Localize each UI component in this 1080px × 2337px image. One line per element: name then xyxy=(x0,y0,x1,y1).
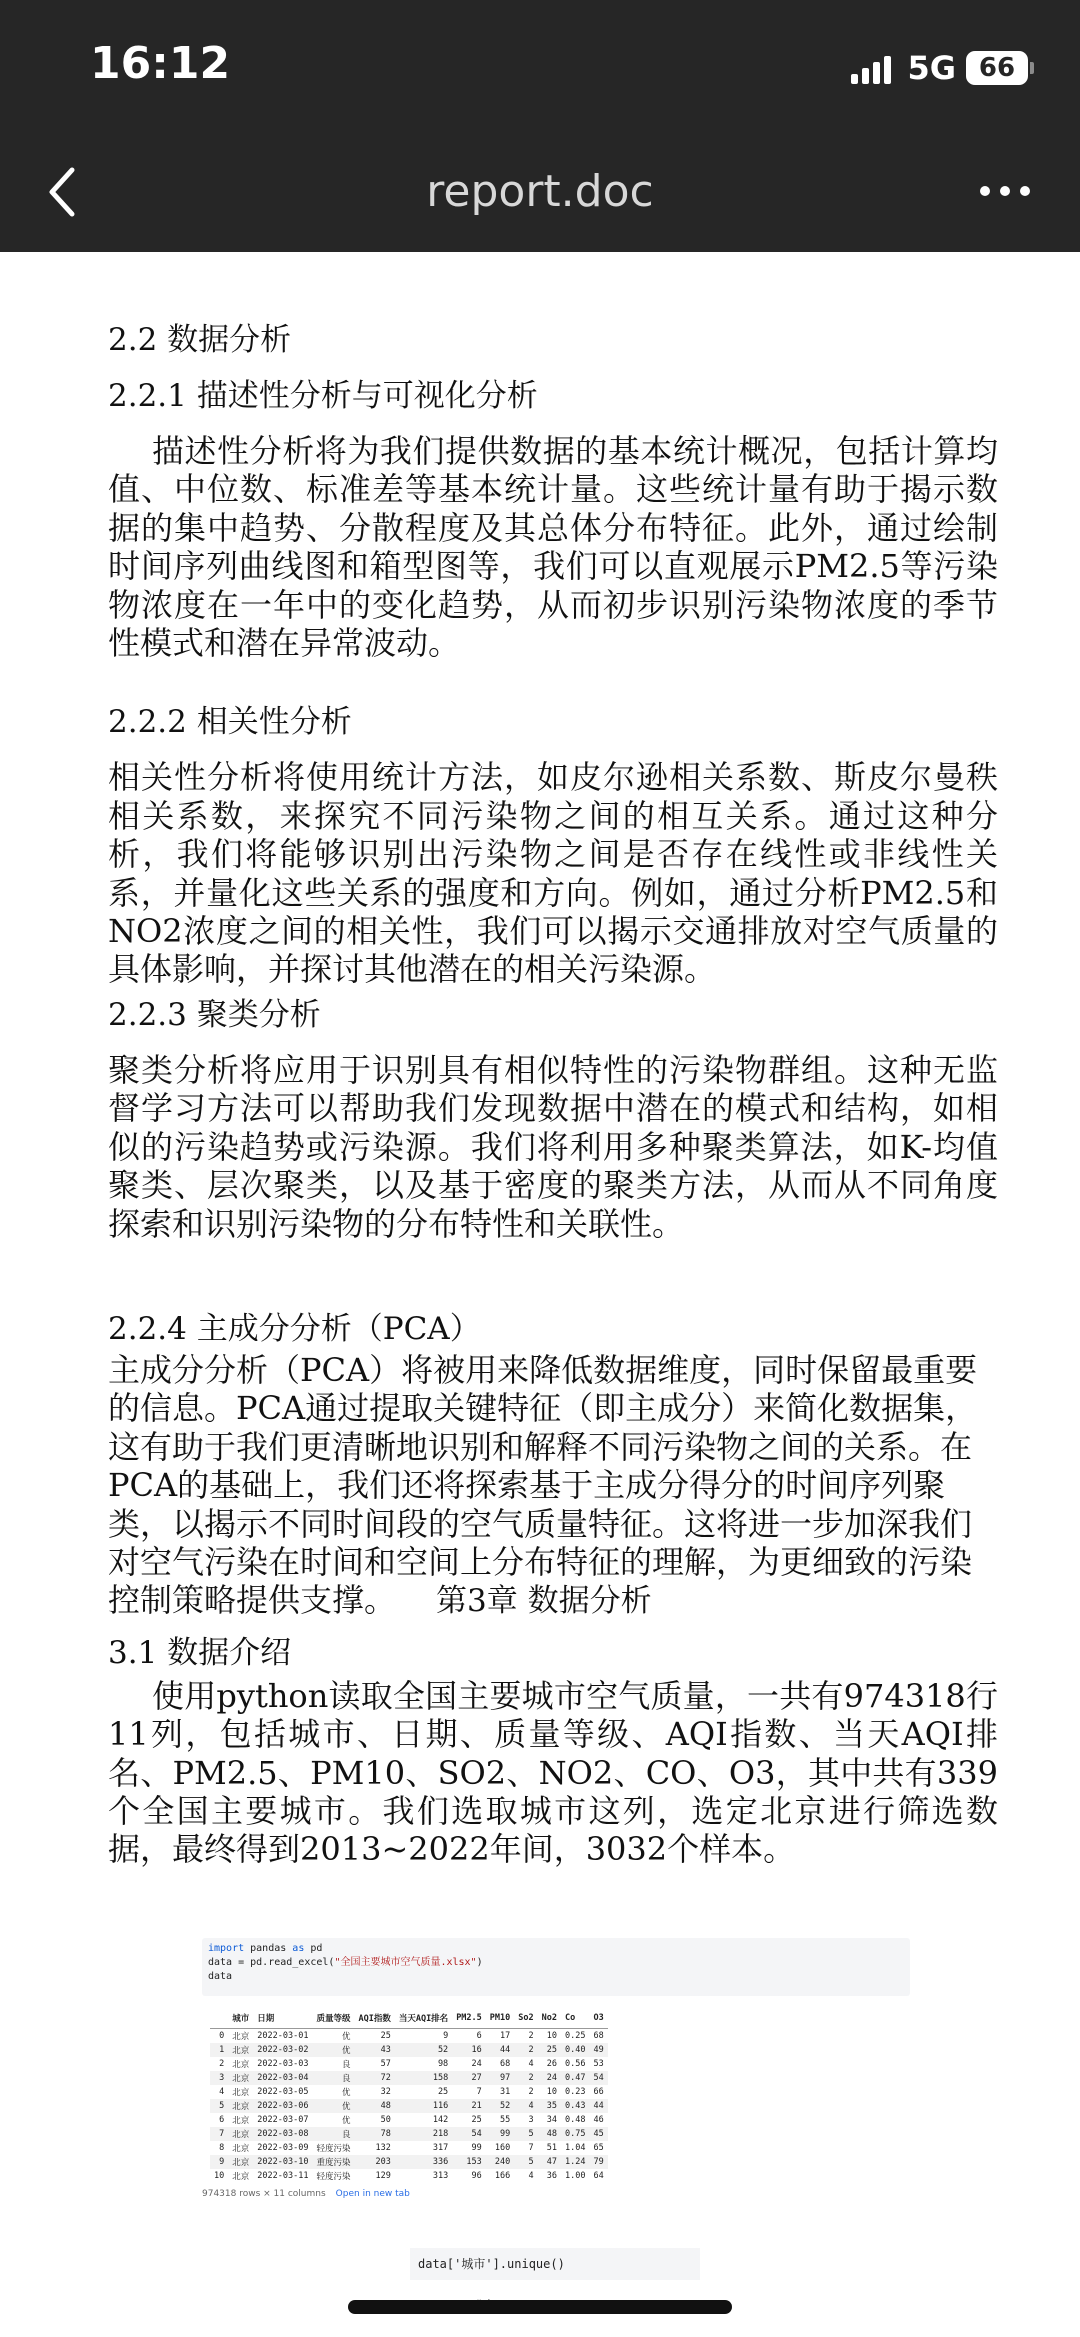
table-cell: 97 xyxy=(486,2071,514,2085)
table-cell: 44 xyxy=(486,2043,514,2057)
table-cell: 49 xyxy=(589,2043,607,2057)
table-cell: 3 xyxy=(528,2115,534,2125)
more-options-icon[interactable] xyxy=(980,186,1030,196)
table-cell: 21 xyxy=(452,2099,486,2113)
section-heading: 3.1 数据介绍 xyxy=(108,1634,292,1671)
table-cell: 良 xyxy=(341,2060,351,2070)
table-cell: 26 xyxy=(546,2059,557,2069)
table-cell: 31 xyxy=(500,2087,511,2097)
table-cell: 4 xyxy=(219,2087,225,2097)
table-cell: 52 xyxy=(486,2099,514,2113)
table-cell: 317 xyxy=(432,2143,449,2153)
paragraph: 主成分分析（PCA）将被用来降低数据维度，同时保留最重要的信息。PCA通过提取关键特征（即主成分）来简化数据集，这有助于我们更清晰地识别和解释不同污染物之间的关系。在PCA的基础上，我们还将探索基于主成分得分的时间序列聚类，以揭示不同时间段的空气质量特征。这将进一步加深我们对空气污染在时间和空间上分布特征的理解，为更细致的污染控制策略提供支撑。 xyxy=(108,1350,978,1620)
table-cell: 43 xyxy=(354,2043,394,2057)
table-cell: 2 xyxy=(514,2071,537,2085)
table-cell: 7 xyxy=(210,2127,228,2141)
status-time: 16:12 xyxy=(90,38,231,89)
table-cell: 3 xyxy=(210,2071,228,2085)
table-cell: 16 xyxy=(452,2043,486,2057)
column-header: So2 xyxy=(514,2008,537,2029)
table-cell: 48 xyxy=(354,2099,394,2113)
table-cell: 240 xyxy=(486,2155,514,2169)
table-cell: 25 xyxy=(380,2031,391,2041)
table-cell: 99 xyxy=(486,2127,514,2141)
code-cell: import pandas as pd data = pd.read_excel("全国主要城市空气质量.xlsx") data xyxy=(202,1938,910,1996)
table-row xyxy=(210,2141,608,2155)
table-cell: 北京 xyxy=(232,2116,250,2126)
table-cell: 72 xyxy=(354,2071,394,2085)
battery-icon: 66 xyxy=(966,51,1028,85)
table-cell: 2022-03-07 xyxy=(257,2115,309,2125)
table-cell: 17 xyxy=(500,2031,511,2041)
table-cell: 2022-03-08 xyxy=(253,2127,312,2141)
table-cell: 160 xyxy=(494,2143,511,2153)
table-cell: 55 xyxy=(500,2115,511,2125)
table-cell: 北京 xyxy=(232,2172,250,2182)
table-cell: 153 xyxy=(452,2155,486,2169)
table-cell: 25 xyxy=(437,2087,449,2097)
table-cell: 良 xyxy=(312,2127,354,2141)
table-cell: 25 xyxy=(471,2115,482,2125)
table-cell: 4 xyxy=(514,2099,537,2113)
table-cell: 4 xyxy=(528,2059,534,2069)
table-cell: 北京 xyxy=(228,2043,253,2057)
table-cell: 1 xyxy=(210,2043,228,2057)
table-cell: 优 xyxy=(312,2043,354,2057)
table-cell: 46 xyxy=(593,2115,604,2125)
table-cell: 轻度污染 xyxy=(316,2144,351,2154)
table-cell: 99 xyxy=(471,2143,482,2153)
table-cell: 5 xyxy=(514,2127,537,2141)
table-cell: 0.56 xyxy=(564,2059,586,2069)
table-cell: 重度污染 xyxy=(312,2155,354,2169)
table-cell: 2022-03-09 xyxy=(257,2143,309,2153)
table-cell: 32 xyxy=(380,2087,391,2097)
table-cell: 0.47 xyxy=(561,2071,589,2085)
table-row xyxy=(210,2127,608,2141)
table-cell: 2022-03-10 xyxy=(253,2155,312,2169)
table-cell: 2 xyxy=(514,2043,537,2057)
table-cell: 10 xyxy=(546,2031,557,2041)
table-cell: 优 xyxy=(341,2116,351,2126)
table-cell: 0.23 xyxy=(564,2087,586,2097)
column-header: 质量等级 xyxy=(312,2008,354,2029)
column-header: Co xyxy=(561,2008,589,2029)
table-cell: 0.40 xyxy=(561,2043,589,2057)
table-cell: 25 xyxy=(538,2043,561,2057)
table-cell: 129 xyxy=(375,2171,391,2181)
table-cell: 2 xyxy=(219,2059,225,2069)
table-row xyxy=(210,2071,608,2085)
table-cell: 2 xyxy=(528,2087,534,2097)
section-heading: 2.2.3 聚类分析 xyxy=(108,996,321,1033)
table-row xyxy=(210,2057,608,2071)
table-cell: 1.00 xyxy=(564,2171,586,2181)
table-cell: 0.25 xyxy=(564,2031,586,2041)
table-cell: 2022-03-11 xyxy=(257,2171,309,2181)
section-heading: 2.2.2 相关性分析 xyxy=(108,704,352,741)
table-cell: 47 xyxy=(538,2155,561,2169)
table-cell: 北京 xyxy=(228,2099,253,2113)
table-cell: 北京 xyxy=(232,2088,250,2098)
paragraph: 使用python读取全国主要城市空气质量，一共有974318行11列，包括城市、日期、质量等级、AQI指数、当天AQI排名、PM2.5、PM10、SO2、NO2、CO、O3，其中共有339个全国主要城市。我们选取城市这列，选定北京进行筛选数据，最终得到2013~2022年间，3032个样本。 xyxy=(108,1676,998,1869)
network-type: 5G xyxy=(907,49,956,87)
table-cell: 2022-03-06 xyxy=(253,2099,312,2113)
top-bar xyxy=(0,0,1080,252)
table-cell: 142 xyxy=(432,2115,449,2125)
table-cell: 218 xyxy=(395,2127,452,2141)
table-cell: 166 xyxy=(494,2171,511,2181)
paragraph: 描述性分析将为我们提供数据的基本统计概况，包括计算均值、中位数、标准差等基本统计量。这些统计量有助于揭示数据的集中趋势、分散程度及其总体分布特征。此外，通过绘制时间序列曲线图和箱型图等，我们可以直观展示PM2.5等污染物浓度在一年中的变化趋势，从而初步识别污染物浓度的季节性模式和潜在异常波动。 xyxy=(108,432,998,663)
chapter-title: 第3章 数据分析 xyxy=(436,1583,652,1620)
table-cell: 2022-03-05 xyxy=(257,2087,309,2097)
column-header: 日期 xyxy=(253,2008,312,2029)
column-header: 当天AQI排名 xyxy=(395,2008,452,2029)
table-cell: 2022-03-04 xyxy=(253,2071,312,2085)
table-cell: 北京 xyxy=(228,2155,253,2169)
table-cell: 10 xyxy=(214,2171,225,2181)
table-cell: 0.48 xyxy=(564,2115,586,2125)
table-row xyxy=(210,2099,608,2113)
table-cell: 1.24 xyxy=(561,2155,589,2169)
paragraph: 相关性分析将使用统计方法，如皮尔逊相关系数、斯皮尔曼秩相关系数，来探究不同污染物之间的相互关系。通过这种分析，我们将能够识别出污染物之间是否存在线性或非线性关系，并量化这些关系的强度和方向。例如，通过分析PM2.5和NO2浓度之间的相关性，我们可以揭示交通排放对空气质量的具体影响，并探讨其他潜在的相关污染源。 xyxy=(108,758,998,989)
document-body xyxy=(108,318,998,1869)
table-cell: 2022-03-03 xyxy=(257,2059,309,2069)
table-cell: 116 xyxy=(395,2099,452,2113)
section-heading: 2.2.1 描述性分析与可视化分析 xyxy=(108,378,538,414)
section-heading: 2.2.4 主成分分析（PCA） xyxy=(108,1310,481,1347)
table-cell: 44 xyxy=(589,2099,607,2113)
table-cell: 轻度污染 xyxy=(316,2172,351,2182)
table-cell: 313 xyxy=(432,2171,449,2181)
table-row xyxy=(210,2029,608,2044)
table-cell: 6 xyxy=(219,2115,225,2125)
table-cell: 53 xyxy=(593,2059,604,2069)
table-cell: 9 xyxy=(443,2031,449,2041)
table-cell: 5 xyxy=(514,2155,537,2169)
table-cell: 1.04 xyxy=(564,2143,586,2153)
table-row xyxy=(210,2155,608,2169)
column-header: PM2.5 xyxy=(452,2008,486,2029)
table-row xyxy=(210,2169,608,2183)
table-cell: 45 xyxy=(589,2127,607,2141)
table-cell: 203 xyxy=(354,2155,394,2169)
table-cell: 64 xyxy=(593,2171,604,2181)
table-cell: 优 xyxy=(341,2088,351,2098)
column-header: PM10 xyxy=(486,2008,514,2029)
table-cell: 68 xyxy=(593,2031,604,2041)
table-cell: 132 xyxy=(375,2143,391,2153)
table-row xyxy=(210,2085,608,2099)
table-row xyxy=(210,2043,608,2057)
paragraph: 聚类分析将应用于识别具有相似特性的污染物群组。这种无监督学习方法可以帮助我们发现数据中潜在的模式和结构，如相似的污染趋势或污染源。我们将利用多种聚类算法，如K-均值聚类、层次聚类，以及基于密度的聚类方法，从而从不同角度探索和识别污染物的分布特性和关联性。 xyxy=(108,1050,998,1243)
table-cell: 北京 xyxy=(232,2144,250,2154)
table-cell: 24 xyxy=(538,2071,561,2085)
table-cell: 51 xyxy=(546,2143,557,2153)
table-cell: 0.43 xyxy=(561,2099,589,2113)
code-cell-2: data['城市'].unique() xyxy=(410,2248,700,2280)
table-cell: 54 xyxy=(589,2071,607,2085)
section-heading: 2.2 数据分析 xyxy=(108,322,292,358)
table-cell: 2022-03-01 xyxy=(257,2031,309,2041)
table-cell: 78 xyxy=(354,2127,394,2141)
table-cell: 北京 xyxy=(232,2060,250,2070)
table-cell: 8 xyxy=(219,2143,225,2153)
table-cell: 优 xyxy=(341,2032,351,2042)
table-cell: 98 xyxy=(437,2059,449,2069)
table-cell: 5 xyxy=(210,2099,228,2113)
column-header: AQI指数 xyxy=(354,2008,394,2029)
signal-icon xyxy=(851,52,891,84)
table-cell: 2022-03-02 xyxy=(253,2043,312,2057)
table-cell: 0.75 xyxy=(561,2127,589,2141)
table-cell: 79 xyxy=(589,2155,607,2169)
table-cell: 66 xyxy=(593,2087,604,2097)
table-cell: 0 xyxy=(219,2031,225,2041)
table-cell: 158 xyxy=(395,2071,452,2085)
table-cell: 65 xyxy=(593,2143,604,2153)
table-cell: 北京 xyxy=(228,2127,253,2141)
table-cell: 7 xyxy=(528,2143,534,2153)
open-in-new-tab-link[interactable]: Open in new tab xyxy=(335,2189,410,2199)
table-cell: 7 xyxy=(476,2087,482,2097)
table-cell: 27 xyxy=(452,2071,486,2085)
table-cell: 34 xyxy=(546,2115,557,2125)
home-indicator[interactable] xyxy=(348,2300,732,2314)
table-cell: 北京 xyxy=(232,2032,250,2042)
table-cell: 96 xyxy=(471,2171,482,2181)
table-cell: 2 xyxy=(528,2031,534,2041)
table-cell: 24 xyxy=(471,2059,482,2069)
table-cell: 48 xyxy=(538,2127,561,2141)
table-cell: 良 xyxy=(312,2071,354,2085)
column-header: No2 xyxy=(538,2008,561,2029)
table-cell: 54 xyxy=(452,2127,486,2141)
table-cell: 6 xyxy=(476,2031,482,2041)
column-header: 城市 xyxy=(228,2008,253,2029)
table-cell: 68 xyxy=(500,2059,511,2069)
dataframe-table xyxy=(210,2008,608,2183)
column-header: O3 xyxy=(589,2008,607,2029)
table-cell: 4 xyxy=(528,2171,534,2181)
status-indicators xyxy=(851,46,1028,90)
table-cell: 57 xyxy=(380,2059,391,2069)
table-cell: 50 xyxy=(380,2115,391,2125)
table-cell: 优 xyxy=(312,2099,354,2113)
table-row xyxy=(210,2113,608,2127)
table-cell: 36 xyxy=(546,2171,557,2181)
table-cell: 9 xyxy=(210,2155,228,2169)
table-cell: 10 xyxy=(546,2087,557,2097)
table-cell: 52 xyxy=(395,2043,452,2057)
table-cell: 北京 xyxy=(228,2071,253,2085)
table-cell: 35 xyxy=(538,2099,561,2113)
document-title: report.doc xyxy=(426,166,654,217)
dataframe-footer: 974318 rows × 11 columns Open in new tab xyxy=(202,2189,410,2199)
table-cell: 336 xyxy=(395,2155,452,2169)
